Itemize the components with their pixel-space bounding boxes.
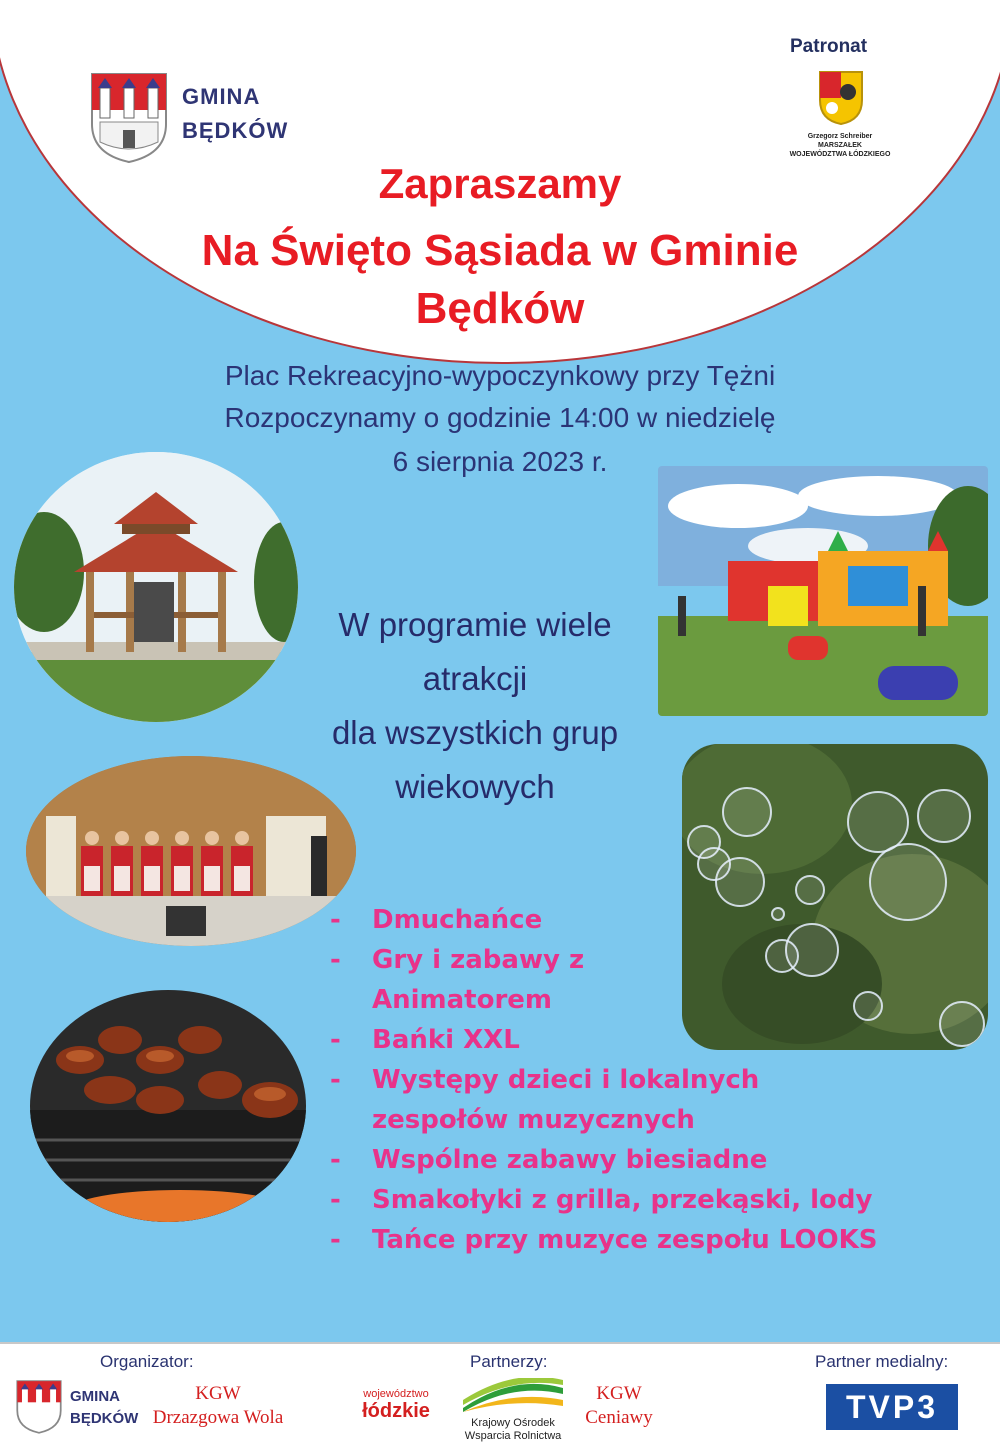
attractions-list <box>330 900 930 1260</box>
partners-label: Partnerzy: <box>470 1352 548 1371</box>
event-location: Plac Rekreacyjno-wypoczynkowy przy Tężni <box>224 360 776 391</box>
program-line-1: W programie wiele <box>338 606 612 643</box>
gmina-coat-of-arms-icon <box>16 1380 62 1434</box>
attraction-item: - Gry i zabawy z Animatorem <box>330 940 652 1020</box>
patron-name: Grzegorz Schreiber <box>807 133 873 140</box>
kgw1-line2: Drzazgowa Wola <box>152 1407 284 1428</box>
organizer-gmina-name <box>70 1386 138 1430</box>
kgw1-line1: KGW <box>195 1383 241 1404</box>
gmina-name-line1: GMINA <box>182 84 261 109</box>
attraction-item: - Wspólne zabawy biesiadne <box>330 1140 930 1180</box>
gmina-coat-of-arms-icon <box>90 72 168 164</box>
attraction-item: - Smakołyki z grilla, przekąski, lody <box>330 1180 930 1220</box>
patron-caption <box>770 132 910 159</box>
media-partner-label: Partner medialny: <box>815 1352 949 1371</box>
wojewodztwo-lodzkie-logo <box>348 1388 444 1423</box>
program-line-2: atrakcji <box>422 660 528 697</box>
organizer-gmina-line1: GMINA <box>70 1388 120 1405</box>
event-date: 6 sierpnia 2023 r. <box>392 446 608 477</box>
program-line-3: dla wszystkich grup <box>331 714 619 751</box>
headline-invite: Zapraszamy <box>378 160 622 207</box>
kowr-fields-icon <box>461 1378 565 1412</box>
wojewodztwo-line2: łódzkie <box>362 1400 430 1422</box>
event-start-time: Rozpoczynamy o godzinie 14:00 w niedzielę <box>224 402 776 433</box>
bouncy-castle-photo <box>658 466 988 716</box>
tvp3-logo: TVP3 <box>826 1384 958 1430</box>
attraction-item: - Bańki XXL <box>330 1020 930 1060</box>
program-line-4: wiekowych <box>395 768 555 805</box>
organizer-gmina-line2: BĘDKÓW <box>70 1410 139 1427</box>
kowr-logo <box>460 1378 566 1443</box>
patron-title-2: WOJEWÓDZTWA ŁÓDZKIEGO <box>789 151 891 158</box>
kgw2-line2: Ceniawy <box>585 1407 653 1428</box>
folk-group-photo <box>26 756 356 946</box>
grill-photo <box>30 990 306 1222</box>
gazebo-photo <box>14 452 298 722</box>
attraction-item: - Występy dzieci i lokalnych zespołów muzycznych <box>330 1060 792 1140</box>
kgw2-line1: KGW <box>596 1383 642 1404</box>
gmina-name-line2: BĘDKÓW <box>182 118 289 143</box>
headline-event: Na Święto Sąsiada w Gminie <box>201 226 799 275</box>
headline-place: Będków <box>415 284 585 333</box>
footer <box>0 1342 1000 1446</box>
kowr-line2: Wsparcia Rolnictwa <box>464 1430 562 1442</box>
kgw-ceniawy <box>574 1382 664 1430</box>
program-description <box>290 598 660 814</box>
lodzkie-coat-of-arms-icon <box>818 70 864 126</box>
wojewodztwo-line1: województwo <box>363 1388 429 1400</box>
organizer-label: Organizator: <box>100 1352 194 1371</box>
patron-title-1: MARSZAŁEK <box>818 142 862 149</box>
kgw-drzazgowa-wola <box>146 1382 290 1430</box>
attraction-item: - Dmuchańce <box>330 900 930 940</box>
patronat-label: Patronat <box>790 36 868 57</box>
kowr-line1: Krajowy Ośrodek <box>471 1417 555 1429</box>
attraction-item: - Tańce przy muzyce zespołu LOOKS <box>330 1220 930 1260</box>
